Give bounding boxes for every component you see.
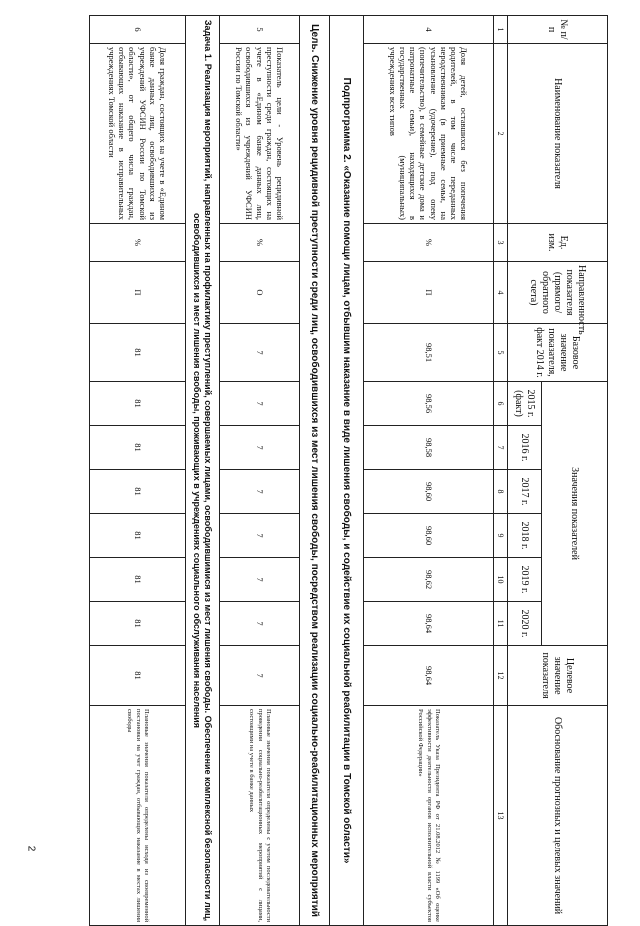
task-title: Задача 1. Реализация мероприятий, направленных на профилактику преступлений, совершаемых лицами, освободившимися из мест лишения свободы. Обеспечение комплексной безопасности лиц, освободившихся из мест лишения свободы, проживающих в учреждениях социального обслуживания населения — [186, 16, 220, 926]
colnum-6: 6 — [494, 382, 508, 426]
goal-row — [300, 16, 330, 926]
header-direction: Направленность показателя (прямого/обратного счета) — [508, 262, 608, 324]
row-base: 81 — [90, 324, 186, 382]
colnum-3: 3 — [494, 224, 508, 262]
colnum-8: 8 — [494, 470, 508, 514]
row-value-2020: 7 — [220, 602, 300, 646]
row-value-2015: 81 — [90, 382, 186, 426]
header-no: № п/п — [508, 16, 608, 44]
task-row — [186, 16, 220, 926]
row-value-2018: 81 — [90, 514, 186, 558]
colnum-9: 9 — [494, 514, 508, 558]
row-direction: П — [364, 262, 494, 324]
colnum-7: 7 — [494, 426, 508, 470]
header-reason: Обоснование прогнозных и целевых значений — [508, 706, 608, 926]
colnum-10: 10 — [494, 558, 508, 602]
row-value-2016: 81 — [90, 426, 186, 470]
table-row — [90, 16, 186, 926]
row-value-2020: 98,64 — [364, 602, 494, 646]
row-reason: Показатель Указа Президента РФ от 21.08.2012 № 1199 «Об оценке эффективности деятельности органов исполнительной власти субъектов Российской Федерации» — [364, 706, 494, 926]
header-year-2018: 2018 г. — [508, 514, 542, 558]
colnum-12: 12 — [494, 646, 508, 706]
row-unit: % — [90, 224, 186, 262]
row-value-2020: 81 — [90, 602, 186, 646]
row-base: 98,51 — [364, 324, 494, 382]
row-reason: Плановые значения показателя определены с учетом последовательности проведения социально-реабилитационных мероприятий с лицами, состоящими на учете в банке данных — [220, 706, 300, 926]
row-target: 7 — [220, 646, 300, 706]
row-value-2019: 81 — [90, 558, 186, 602]
header-year-2017: 2017 г. — [508, 470, 542, 514]
header-year-2016: 2016 г. — [508, 426, 542, 470]
header-year-2020: 2020 г. — [508, 602, 542, 646]
header-row — [542, 16, 608, 926]
header-name: Наименование показателя — [508, 44, 608, 224]
row-name: Доля детей, оставшихся без попечения родителей, в том числе переданных неродственникам (в приемные семьи, на усыновление (удочерение), под опеку (попечительство), в семейные детские дома и патронатные семьи), находящихся в государственных (муниципальных) учреждениях всех типов — [364, 44, 494, 224]
colnum-1: 1 — [494, 16, 508, 44]
table-row — [364, 16, 494, 926]
row-unit: % — [364, 224, 494, 262]
table-row — [220, 16, 300, 926]
row-value-2018: 98,60 — [364, 514, 494, 558]
colnum-11: 11 — [494, 602, 508, 646]
page-number: 2 — [25, 845, 37, 852]
header-unit: Ед. изм. — [508, 224, 608, 262]
subprogram-row — [330, 16, 364, 926]
row-value-2016: 98,58 — [364, 426, 494, 470]
row-value-2017: 7 — [220, 470, 300, 514]
row-direction: П — [90, 262, 186, 324]
colnum-13: 13 — [494, 706, 508, 926]
goal-title: Цель. Снижение уровня рецидивной преступности среди лиц, освободившихся из мест лишения свободы, посредством реализации социально-реабилитационных мероприятий — [300, 16, 330, 926]
document-sheet — [3, 15, 608, 923]
row-no: 4 — [364, 16, 494, 44]
row-value-2015: 98,56 — [364, 382, 494, 426]
row-target: 98,64 — [364, 646, 494, 706]
row-name: Доля граждан, состоящих на учете в «Едином банке данных лиц, освободившихся из учреждений УФСИН России по Томской области», от общего числа граждан, отбывающих наказание в исправительных учреждениях Томской области — [90, 44, 186, 224]
header-year-2019: 2019 г. — [508, 558, 542, 602]
row-base: 7 — [220, 324, 300, 382]
row-value-2018: 7 — [220, 514, 300, 558]
filler-row — [3, 16, 90, 926]
row-unit: % — [220, 224, 300, 262]
column-numbers-row — [494, 16, 508, 926]
row-target: 81 — [90, 646, 186, 706]
subprogram-title: Подпрограмма 2. «Оказание помощи лицам, отбывшим наказание в виде лишения свободы, и содействие их социальной реабилитации в Томской области» — [330, 16, 364, 926]
row-value-2019: 7 — [220, 558, 300, 602]
colnum-5: 5 — [494, 324, 508, 382]
row-no: 6 — [90, 16, 186, 44]
row-value-2017: 98,60 — [364, 470, 494, 514]
header-year-2015: 2015 г. (факт) — [508, 382, 542, 426]
row-name: Показатель цели - Уровень рецидивной преступности среди граждан, состоящих на учете в «Едином банке данных лиц, освободившихся из учреждений УФСИН России по Томской области» — [220, 44, 300, 224]
header-target: Целевое значение показателя — [508, 646, 608, 706]
row-value-2015: 7 — [220, 382, 300, 426]
row-value-2017: 81 — [90, 470, 186, 514]
row-no: 5 — [220, 16, 300, 44]
header-values: Значения показателей — [542, 382, 608, 646]
row-value-2016: 7 — [220, 426, 300, 470]
row-direction: О — [220, 262, 300, 324]
colnum-2: 2 — [494, 44, 508, 224]
row-value-2019: 98,62 — [364, 558, 494, 602]
header-base: Базовое значение показателя, факт 2014 г. — [508, 324, 608, 382]
row-reason: Плановые значения показателя определены исходя из своевременной постановки на учет граждан, отбывающих наказание в местах лишения свободы — [90, 706, 186, 926]
colnum-4: 4 — [494, 262, 508, 324]
indicators-table — [3, 15, 608, 926]
